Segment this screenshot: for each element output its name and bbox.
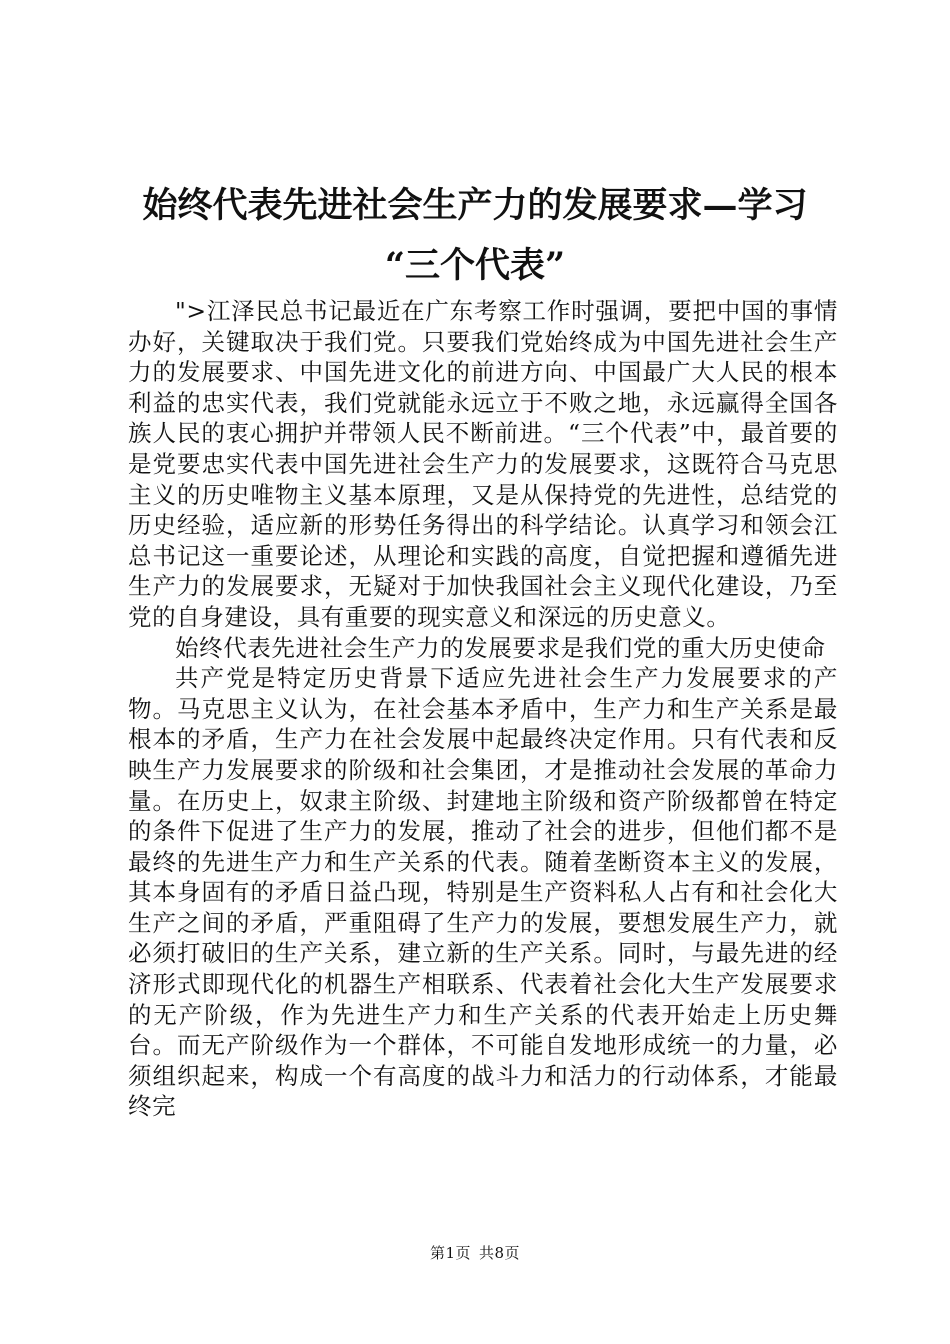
document-body bbox=[128, 296, 838, 1122]
document-title-line-2: “三个代表” bbox=[384, 245, 566, 286]
document-title-line-1: 始终代表先进社会生产力的发展要求—学习 bbox=[142, 185, 808, 226]
page-number-total: 共8页 bbox=[479, 1244, 521, 1262]
paragraph-1: ">江泽民总书记最近在广东考察工作时强调，要把中国的事情办好，关键取决于我们党。只要我们党始终成为中国先进社会生产力的发展要求、中国先进文化的前进方向、中国最广大人民的根本利益的忠实代表，我们党就能永远立于不败之地，永远赢得全国各族人民的衷心拥护并带领人民不断前进。“三个代表”中，最首要的是党要忠实代表中国先进社会生产力的发展要求，这既符合马克思主义的历史唯物主义基本原理，又是从保持党的先进性，总结党的历史经验，适应新的形势任务得出的科学结论。认真学习和领会江总书记这一重要论述，从理论和实践的高度，自觉把握和遵循先进生产力的发展要求，无疑对于加快我国社会主义现代化建设，乃至党的自身建设，具有重要的现实意义和深远的历史意义。 bbox=[128, 297, 838, 631]
paragraph-2-heading: 始终代表先进社会生产力的发展要求是我们党的重大历史使命 bbox=[175, 633, 826, 662]
page-footer bbox=[0, 1243, 950, 1263]
page-number-current: 第1页 bbox=[429, 1244, 471, 1262]
paragraph-3: 共产党是特定历史背景下适应先进社会生产力发展要求的产物。马克思主义认为，在社会基本矛盾中，生产力和生产关系是最根本的矛盾，生产力在社会发展中起最终决定作用。只有代表和反映生产力发展要求的阶级和社会集团，才是推动社会发展的革命力量。在历史上，奴隶主阶级、封建地主阶级和资产阶级都曾在特定的条件下促进了生产力的发展，推动了社会的进步，但他们都不是最终的先进生产力和生产关系的代表。随着垄断资本主义的发展，其本身固有的矛盾日益凸现，特别是生产资料私人占有和社会化大生产之间的矛盾，严重阻碍了生产力的发展，要想发展生产力，就必须打破旧的生产关系，建立新的生产关系。同时，与最先进的经济形式即现代化的机器生产相联系、代表着社会化大生产发展要求的无产阶级，作为先进生产力和生产关系的代表开始走上历史舞台。而无产阶级作为一个群体，不可能自发地形成统一的力量，必须组织起来，构成一个有高度的战斗力和活力的行动体系，才能最终完 bbox=[128, 664, 838, 1121]
